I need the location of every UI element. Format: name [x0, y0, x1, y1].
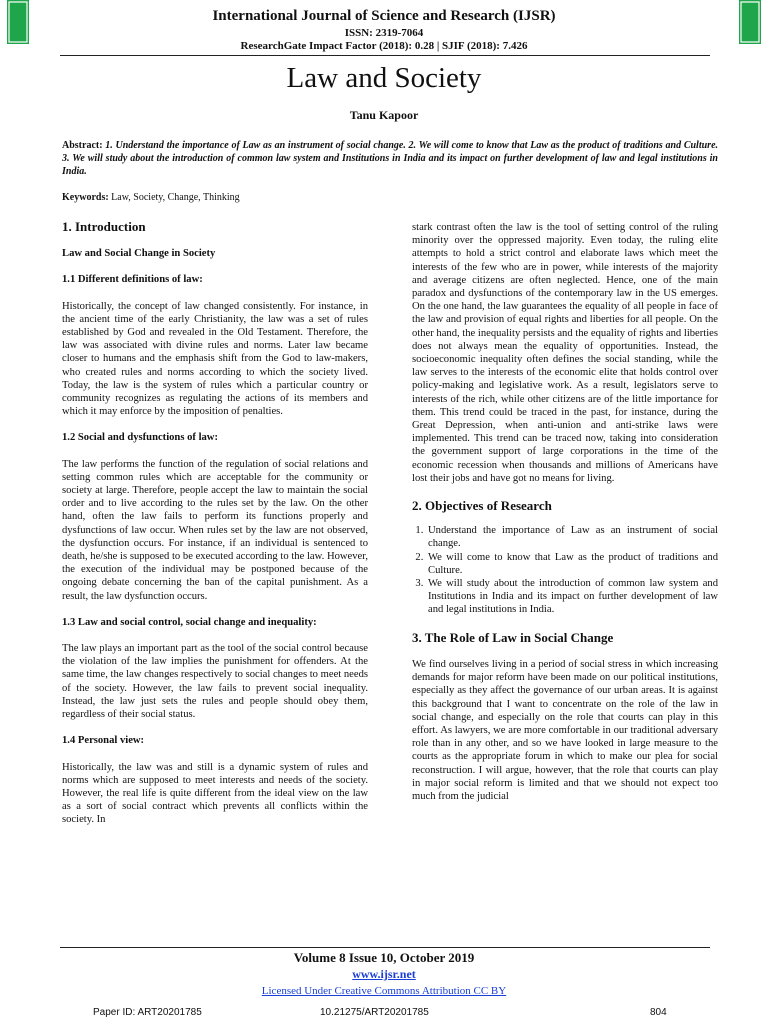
footer-rule — [60, 947, 710, 948]
journal-name: International Journal of Science and Research (IJSR) — [212, 8, 556, 24]
keywords-text: Law, Society, Change, Thinking — [111, 192, 240, 203]
section-introduction-heading: 1. Introduction — [62, 219, 146, 234]
section-role-of-law-heading: 3. The Role of Law in Social Change — [412, 629, 614, 645]
paper-title: Law and Society — [286, 62, 482, 94]
list-item: 3. We will study about the introduction of common law system and Institutions in India and its impact on further development of law and legal institutions in India. — [426, 577, 718, 617]
bookmark-icon-right[interactable] — [738, 0, 762, 44]
left-column — [62, 220, 368, 827]
section-objectives-heading: 2. Objectives of Research — [412, 498, 552, 514]
page-number: 804 — [650, 1007, 667, 1018]
objectives-list — [412, 524, 718, 616]
paragraph-1-1: Historically, the concept of law changed consistently. For instance, in the ancient time of the early Christianity, the law was a set of rules established by God and revealed in the Old Testament. Therefore, the law was associated with divine rules and norms. Later law became closer to humans and the emphasis shift from the God to law-makers, who created rules and norms according to which the society lived. Today, the law is the system of rules which a particular country or community recognizes as regulating the actions of its members and which it may enforce by the imposition of penalties. — [62, 300, 368, 418]
paper-author: Tanu Kapoor — [349, 108, 419, 122]
abstract-label: Abstract: — [62, 140, 103, 151]
volume-issue: Volume 8 Issue 10, October 2019 — [293, 950, 475, 965]
list-item: 2. We will come to know that Law as the product of traditions and Culture. — [426, 551, 718, 577]
list-item: 1. Understand the importance of Law as an instrument of social change. — [426, 524, 718, 550]
license-link[interactable]: Licensed Under Creative Commons Attribution CC BY — [261, 985, 507, 997]
subsection-law-social-change: Law and Social Change in Society — [62, 248, 216, 260]
paragraph-1-4: Historically, the law was and still is a dynamic system of rules and norms which are supposed to meet interests and needs of the society. However, the real life is quite different from the ideal view on the law as a sort of social contract which prevents all conflicts within the society. In — [62, 761, 368, 826]
header-rule — [60, 55, 710, 56]
paragraph-continued: stark contrast often the law is the tool of setting control of the ruling minority over the oppressed majority. Even today, the ruling elite attempts to hold a strict control and elaborate laws which meet the interests of the few who are in power, while interests of the majority and average citizens are often neglected. Hence, one of the main paradox and dysfunctions of the contemporary law in the US emerges. On the one hand, the law guarantees the equality of all people in face of the law and provision of equal rights and liberties for all people. On the other hand, the inequality persists and the equality of rights and liberties does not always mean the equality of opportunities. Instead, the socioeconomic inequality often defines the social standing, while the law serves to the interests of the economic elite that holds control over policy-making and legislative work. As a result, legislators serve to interests of the rich, while other citizens are of the little importance for them. This trend could be traced in the past, for instance, during the Great Depression, when anti-union and anti-strike laws were implemented. This trend can be traced now, taking into consideration the government support of large corporations in the time of the economic recession when thousands and millions of Americans have lost their jobs and have got no means for living. — [412, 222, 718, 484]
abstract — [62, 139, 718, 178]
doi: 10.21275/ART20201785 — [320, 1007, 429, 1018]
paper-id: Paper ID: ART20201785 — [93, 1007, 202, 1018]
paragraph-3: We find ourselves living in a period of social stress in which increasing demands for major reform have been made on our political institutions, especially as they affect the governance of our urban areas. It is against this background that I want to concentrate on the role of the law in social change, and especially on the role that courts can play in this effort. As lawyers, we are more comfortable in our traditional adversary role than in any other, and so we have looked in large measure to the courts as the appropriate forum in which to make our plea for social reconstruction. I will argue, however, that the role that courts can play in major social reform is limited and that we should not expect too much from the judicial — [412, 658, 718, 802]
right-column — [412, 221, 718, 803]
subsection-1-4-heading: 1.4 Personal view: — [62, 735, 145, 747]
paragraph-1-3: The law plays an important part as the tool of the social control because the violation of the law implies the punishment for offenders. At the same time, the law changes respectively to social changes to meet needs of the society. However, the law fails to prevent social inequality. Instead, the law just sets the rules and people should obey them, regardless of their social status. — [62, 643, 368, 721]
keywords-label: Keywords: — [62, 192, 109, 203]
journal-issn: ISSN: 2319-7064 — [344, 27, 424, 39]
subsection-1-2-heading: 1.2 Social and dysfunctions of law: — [62, 432, 218, 444]
journal-impact: ResearchGate Impact Factor (2018): 0.28 | SJIF (2018): 7.426 — [240, 40, 528, 52]
journal-link[interactable]: www.ijsr.net — [352, 967, 416, 981]
keywords — [62, 192, 718, 203]
bookmark-icon[interactable] — [6, 0, 30, 44]
paragraph-1-2: The law performs the function of the regulation of social relations and setting common rules which are acceptable for the community or society at large. Therefore, people accept the law to maintain the social order and to live according to the rules set by the law. On the other hand, often the law fails to perform its functions properly and dysfunctions of law occur. When rules set by the law are not observed, the dysfunction occurs. For instance, if an individual is sentenced to death, he/she is supposed to be executed according to the law. However, the execution of the individual may be postponed because of the ongoing debate concerning the ban of the capital punishment. As a result, the law dysfunction occurs. — [62, 458, 368, 602]
subsection-1-1-heading: 1.1 Different definitions of law: — [62, 274, 203, 286]
subsection-1-3-heading: 1.3 Law and social control, social change and inequality: — [62, 616, 317, 628]
abstract-text: 1. Understand the importance of Law as an instrument of social change. 2. We will come to know that Law as the product of traditions and Culture. 3. We will study about the introduction of common law system and Institutions in India and its impact on further development of law and legal institutions in India. — [62, 140, 719, 177]
